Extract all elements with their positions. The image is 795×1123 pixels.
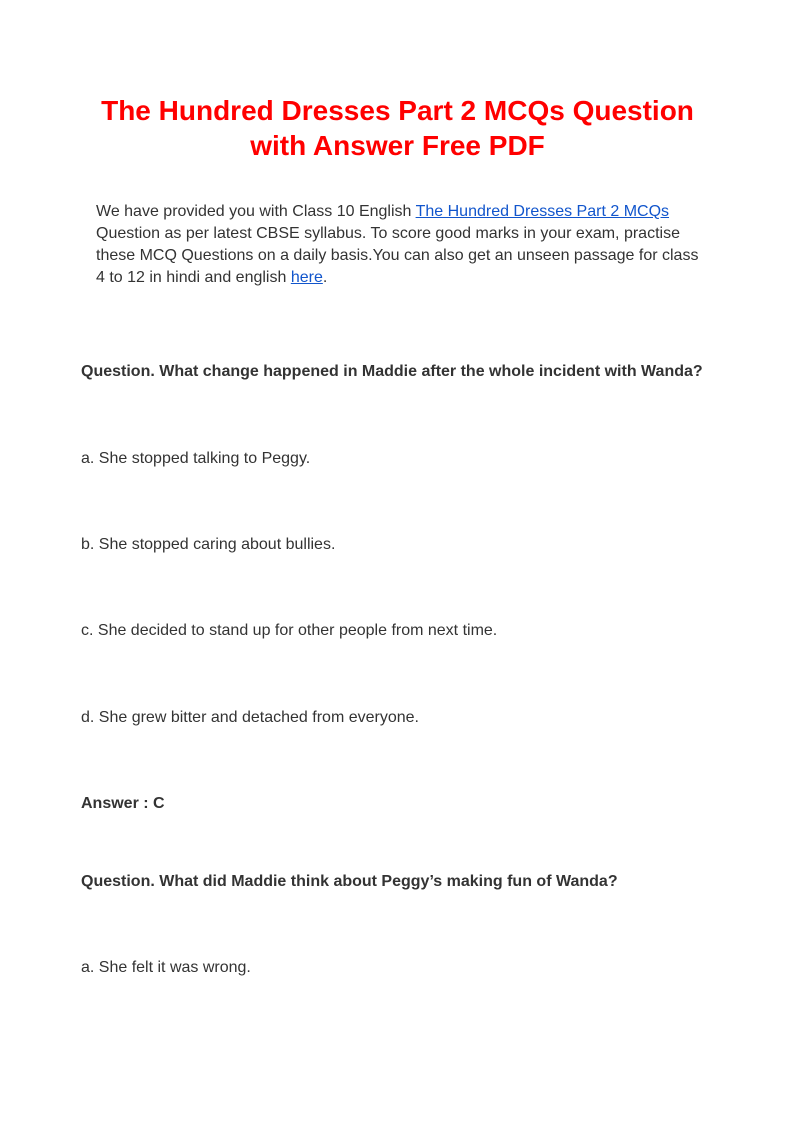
intro-text-middle: Question as per latest CBSE syllabus. To score good marks in your exam, practise these MCQ Questions on a daily basis.You can also get an unseen passage for class 4 to 12 in hindi and english — [96, 225, 699, 286]
intro-text-start: We have provided you with Class 10 English — [96, 203, 416, 220]
question-1-answer: Answer : C — [81, 795, 165, 812]
intro-paragraph — [96, 201, 701, 289]
here-link[interactable]: here — [290, 269, 323, 286]
question-2: Question. What did Maddie think about Peggy’s making fun of Wanda? — [81, 873, 618, 890]
question-2-option-a: a. She felt it was wrong. — [81, 959, 251, 976]
mcqs-link[interactable]: The Hundred Dresses Part 2 MCQs — [415, 203, 670, 220]
question-1-option-c: c. She decided to stand up for other people from next time. — [81, 622, 498, 639]
page-title-line-2: with Answer Free PDF — [250, 130, 545, 161]
page-title-line-1: The Hundred Dresses Part 2 MCQs Question — [101, 95, 694, 126]
question-1-option-d: d. She grew bitter and detached from everyone. — [81, 709, 419, 726]
question-1-option-a: a. She stopped talking to Peggy. — [81, 450, 311, 467]
question-1: Question. What change happened in Maddie after the whole incident with Wanda? — [81, 363, 703, 380]
intro-text-end: . — [322, 269, 328, 286]
page-title — [60, 93, 735, 163]
question-1-option-b: b. She stopped caring about bullies. — [81, 536, 336, 553]
